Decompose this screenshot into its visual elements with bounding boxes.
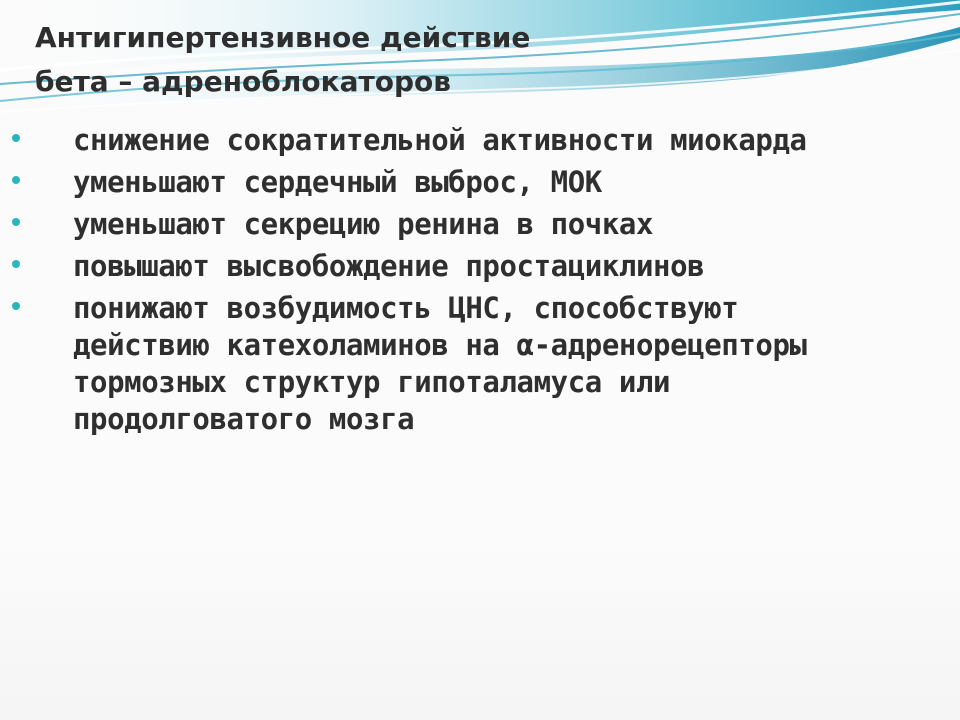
bullet-item-1 bbox=[12, 122, 942, 159]
slide-title bbox=[35, 16, 915, 104]
bullet-3-line-1: уменьшают секрецию ренина в почках bbox=[73, 207, 654, 241]
bullet-list bbox=[12, 122, 942, 438]
bullet-item-2 bbox=[12, 164, 942, 201]
bullet-dot-icon bbox=[12, 260, 20, 268]
bullet-dot-icon bbox=[12, 218, 20, 226]
bullet-text-4 bbox=[73, 248, 942, 285]
bullet-text-1 bbox=[73, 122, 942, 159]
bullet-item-4 bbox=[12, 248, 942, 285]
bullet-item-5 bbox=[12, 290, 942, 438]
slide-title-line-2: бета – адреноблокаторов bbox=[35, 65, 451, 98]
bullet-dot-icon bbox=[12, 176, 20, 184]
slide-title-line-1: Антигипертензивное действие bbox=[35, 21, 531, 54]
bullet-5-line-1: понижают возбудимость ЦНС, способствуют bbox=[73, 291, 739, 325]
bullet-5-line-2: действию катехоламинов на α-адренорецепторы bbox=[73, 328, 807, 362]
bullet-dot-icon bbox=[12, 134, 20, 142]
bullet-2-line-1: уменьшают сердечный выброс, МОК bbox=[73, 165, 602, 199]
bullet-text-3 bbox=[73, 206, 942, 243]
bullet-item-3 bbox=[12, 206, 942, 243]
bullet-dot-icon bbox=[12, 302, 20, 310]
bullet-text-5 bbox=[73, 290, 942, 438]
bullet-5-line-4: продолговатого мозга bbox=[73, 402, 415, 436]
bullet-1-line-1: снижение сократительной активности миокарда bbox=[73, 123, 807, 157]
bullet-4-line-1: повышают высвобождение простациклинов bbox=[73, 249, 705, 283]
bullet-5-line-3: тормозных структур гипоталамуса или bbox=[73, 365, 671, 399]
bottom-background-shade bbox=[0, 540, 960, 720]
bullet-text-2 bbox=[73, 164, 942, 201]
